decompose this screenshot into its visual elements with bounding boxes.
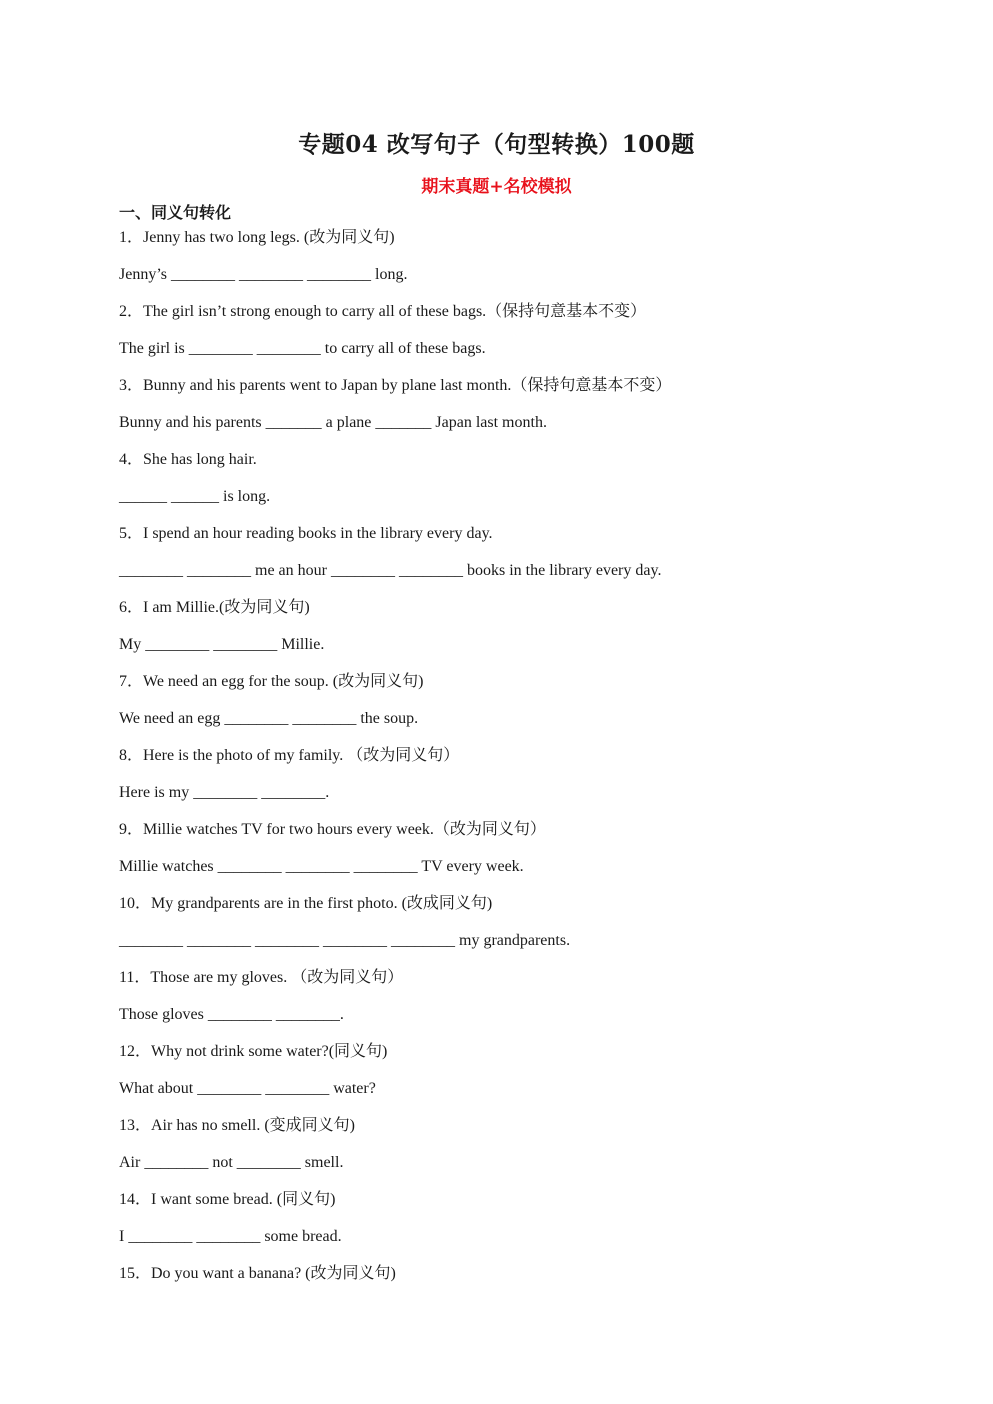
question-13: 13．Air has no smell. (变成同义句) (119, 1117, 355, 1134)
question-8: 8．Here is the photo of my family. （改为同义句） (119, 747, 460, 764)
exercise-list (119, 226, 919, 1299)
answer-line-7: We need an egg ________ ________ the soup. (119, 710, 419, 727)
question-9: 9．Millie watches TV for two hours every week.（改为同义句） (119, 821, 546, 838)
answer-line-3: Bunny and his parents _______ a plane _______ Japan last month. (119, 414, 547, 431)
answer-line-11: Those gloves ________ ________. (119, 1006, 344, 1023)
question-4: 4．She has long hair. (119, 451, 257, 468)
question-14: 14．I want some bread. (同义句) (119, 1191, 336, 1208)
document-subtitle: 期末真题+名校模拟 (421, 177, 572, 197)
question-10: 10．My grandparents are in the first photo. (改成同义句) (119, 895, 493, 912)
answer-line-8: Here is my ________ ________. (119, 784, 330, 801)
answer-line-5: ________ ________ me an hour ________ ________ books in the library every day. (119, 562, 662, 579)
question-3: 3．Bunny and his parents went to Japan by plane last month.（保持句意基本不变） (119, 377, 672, 394)
question-5: 5．I spend an hour reading books in the library every day. (119, 525, 493, 542)
answer-line-10: ________ ________ ________ ________ ________ my grandparents. (119, 932, 571, 949)
answer-line-4: ______ ______ is long. (119, 488, 271, 505)
answer-line-1: Jenny’s ________ ________ ________ long. (119, 266, 408, 283)
question-1: 1．Jenny has two long legs. (改为同义句) (119, 229, 395, 246)
question-6: 6．I am Millie.(改为同义句) (119, 599, 310, 616)
question-7: 7．We need an egg for the soup. (改为同义句) (119, 673, 424, 690)
answer-line-13: Air ________ not ________ smell. (119, 1154, 344, 1171)
answer-line-6: My ________ ________ Millie. (119, 636, 325, 653)
question-2: 2．The girl isn’t strong enough to carry all of these bags.（保持句意基本不变） (119, 303, 647, 320)
question-11: 11．Those are my gloves. （改为同义句） (119, 969, 404, 986)
answer-line-14: I ________ ________ some bread. (119, 1228, 342, 1245)
answer-line-2: The girl is ________ ________ to carry all of these bags. (119, 340, 486, 357)
answer-line-9: Millie watches ________ ________ ________ TV every week. (119, 858, 524, 875)
question-12: 12．Why not drink some water?(同义句) (119, 1043, 388, 1060)
document-title: 专题04 改写句子（句型转换）100题 (298, 131, 695, 158)
question-15: 15．Do you want a banana? (改为同义句) (119, 1265, 396, 1282)
section-heading: 一、同义句转化 (119, 203, 232, 222)
answer-line-12: What about ________ ________ water? (119, 1080, 376, 1097)
